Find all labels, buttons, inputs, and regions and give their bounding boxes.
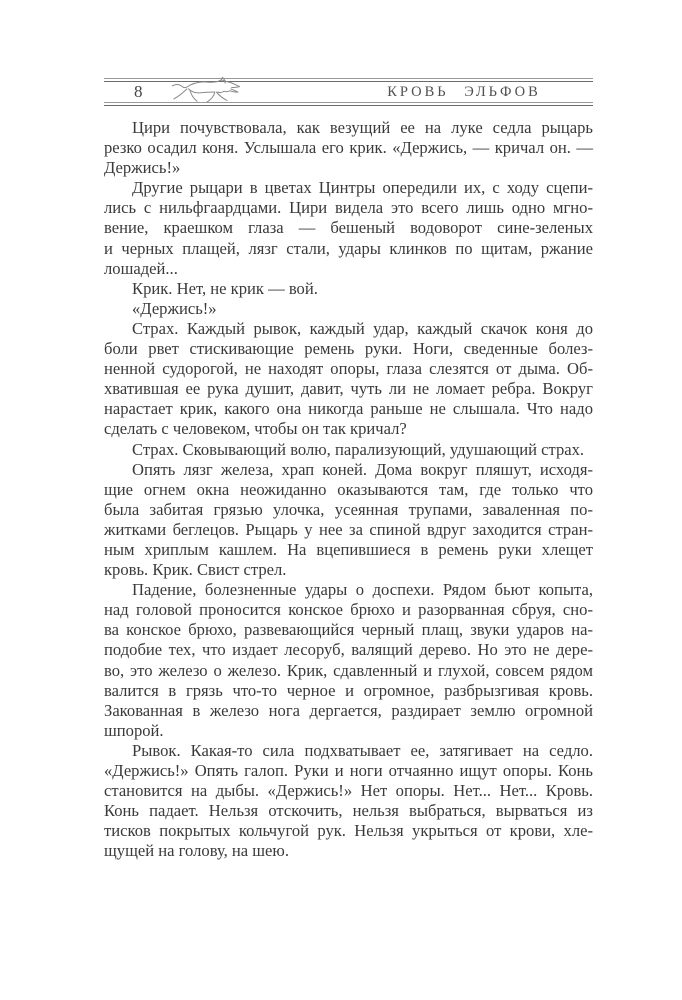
text-line: валится в грязь что-то черное и огромное, разбрызгивая кровь. — [104, 680, 593, 700]
text-line: «Держись!» — [132, 298, 217, 318]
text-line: шпорой. — [104, 720, 164, 740]
running-title: КРОВЬ ЭЛЬФОВ — [387, 84, 541, 100]
paragraph — [104, 299, 593, 319]
text-line: сделать с человеком, чтобы он так кричал? — [104, 419, 407, 439]
text-line: Рывок. Какая-то сила подхватывает ее, затягивает на седло. — [132, 740, 593, 760]
text-line: подобие тех, что издает лесоруб, валящий дерево. Но это не дере- — [104, 640, 593, 660]
page-body — [104, 118, 593, 861]
text-line: и черных плащей, лязг стали, удары клинков по щитам, ржание — [104, 238, 593, 258]
text-line: Крик. Нет, не крик — вой. — [132, 278, 318, 298]
paragraph — [104, 580, 593, 741]
paragraph — [104, 440, 593, 460]
paragraph — [104, 279, 593, 299]
text-line: щие огнем окна неожиданно оказываются там, где только что — [104, 479, 593, 499]
text-line: резко осадил коня. Услышала его крик. «Держись, — кричал он. — — [104, 138, 593, 158]
page-number: 8 — [134, 82, 143, 101]
paragraph — [104, 460, 593, 581]
text-line: хватившая ее рука душит, давит, чуть ли не ломает ребра. Вокруг — [104, 379, 593, 399]
text-line: ненной судорогой, не находят опоры, глаза слезятся от дыма. Об- — [104, 359, 593, 379]
text-line: щущей на голову, на шею. — [104, 841, 289, 861]
text-line: Страх. Каждый рывок, каждый удар, каждый скачок коня до — [132, 318, 593, 338]
text-line: боли рвет стискивающие ремень руки. Ноги, сведенные болез- — [104, 339, 593, 359]
text-line: «Держись!» Опять галоп. Руки и ноги отчаянно ищут опоры. Конь — [104, 761, 593, 780]
text-line: ва конское брюхо, развевающийся черный плащ, звуки ударов на- — [104, 620, 593, 640]
header-band — [104, 82, 593, 102]
text-line: вение, краешком глаза — бешеный водоворот сине-зеленых — [104, 218, 593, 238]
page-header — [104, 78, 593, 106]
paragraph — [104, 741, 593, 862]
text-line: кровь. Крик. Свист стрел. — [104, 560, 287, 580]
text-line: Цири почувствовала, как везущий ее на луке седла рыцарь — [132, 118, 593, 137]
text-line: ным хриплым кашлем. На вцепившиеся в ремень руки хлещет — [104, 539, 593, 559]
text-line: Конь падает. Нельзя отскочить, нельзя выбраться, вырваться из — [104, 801, 593, 821]
text-line: над головой проносится конское брюхо и разорванная сбруя, сно- — [104, 600, 593, 620]
text-line: житками беглецов. Рыцарь у нее за спиной вдруг заходится стран- — [104, 519, 593, 539]
text-line: тисков покрытых кольчугой рук. Нельзя укрыться от крови, хле- — [104, 821, 593, 841]
text-line: Другие рыцари в цветах Цинтры опередили их, с ходу сцепи- — [132, 178, 593, 198]
text-line: лись с нильфгаардцами. Цири видела это всего лишь одно мгно- — [104, 198, 593, 218]
text-line: Закованная в железо нога дергается, раздирает землю огромной — [104, 700, 593, 720]
paragraph — [104, 319, 593, 440]
running-wolf-icon — [170, 74, 244, 110]
text-line: была забитая грязью улочка, усеянная трупами, заваленная по- — [104, 499, 593, 519]
paragraph — [104, 178, 593, 278]
text-line: Страх. Сковывающий волю, парализующий, удушающий страх. — [132, 439, 585, 459]
paragraph — [104, 118, 593, 178]
text-line: Опять лязг железа, храп коней. Дома вокруг пляшут, исходя- — [132, 459, 593, 479]
text-line: во, это железо о железо. Крик, сдавленный и глухой, совсем рядом — [104, 660, 593, 680]
text-line: становится на дыбы. «Держись!» Нет опоры. Нет... Нет... Кровь. — [104, 781, 593, 801]
text-line: Падение, болезненные удары о доспехи. Рядом бьют копыта, — [132, 580, 593, 600]
text-line: лошадей... — [104, 258, 178, 278]
text-line: нарастает крик, какого она никогда раньше не слышала. Что надо — [104, 399, 593, 419]
text-line: Держись!» — [104, 158, 181, 178]
